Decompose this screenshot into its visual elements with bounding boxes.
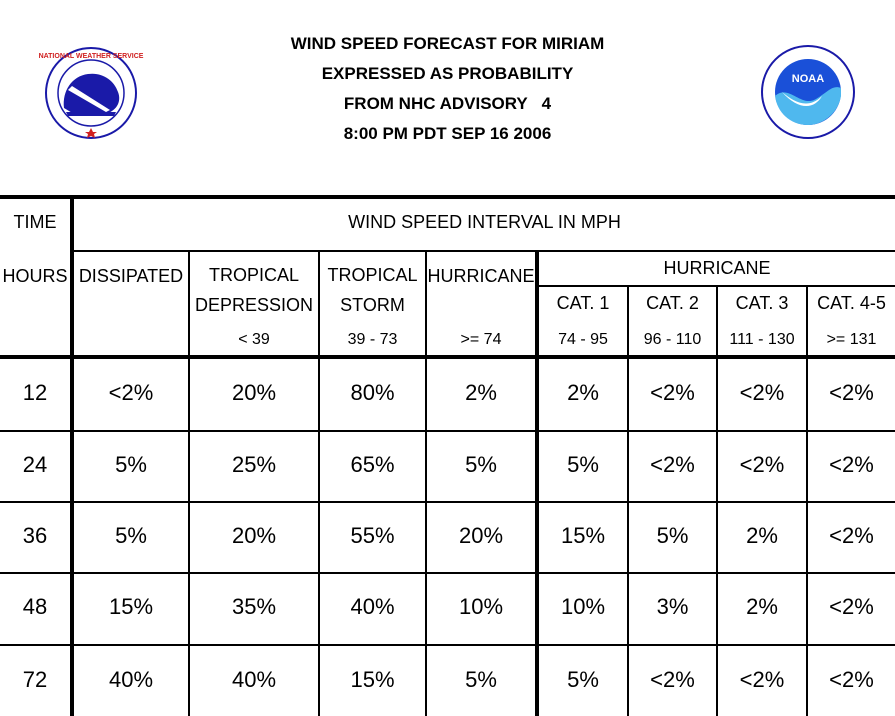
table-cell: 55%: [350, 523, 395, 548]
table-cell: 65%: [350, 452, 395, 477]
col-divider-cat3: [716, 286, 718, 716]
col-divider-ts: [318, 251, 320, 716]
table-cell: 12: [22, 380, 48, 405]
table-cell: 72: [22, 667, 48, 692]
table-cell: 5%: [656, 523, 689, 548]
table-cell: <2%: [650, 667, 695, 692]
table-cell: 25%: [231, 452, 277, 477]
ts-range: 39 - 73: [347, 331, 398, 348]
table-cell: <2%: [650, 452, 695, 477]
title-line-4: 8:00 PM PDT SEP 16 2006: [343, 124, 552, 143]
title-line-3: FROM NHC ADVISORY 4: [343, 94, 552, 113]
table-cell: 2%: [746, 523, 778, 548]
table-cell: 10%: [560, 594, 606, 619]
table-cell: <2%: [829, 523, 874, 548]
cat3-range: 111 - 130: [729, 331, 795, 348]
table-cell: 15%: [350, 667, 395, 692]
table-cell: 2%: [465, 380, 497, 405]
td-header-line1: TROPICAL: [208, 265, 300, 285]
ts-header-line2: STORM: [340, 295, 405, 315]
table-cell: 3%: [656, 594, 689, 619]
td-header-line2: DEPRESSION: [194, 295, 314, 315]
table-cell: 15%: [108, 594, 154, 619]
header: [0, 0, 895, 190]
row-divider-3: [0, 572, 895, 574]
td-range: < 39: [238, 331, 270, 348]
col-divider-cat1: [535, 251, 539, 716]
cat45-header: CAT. 4-5: [817, 293, 886, 313]
table-cell: 15%: [560, 523, 606, 548]
cat2-header: CAT. 2: [646, 293, 699, 313]
cat1-header: CAT. 1: [556, 293, 610, 313]
row-divider-4: [0, 644, 895, 646]
table-cell: 20%: [231, 523, 277, 548]
table-cell: 24: [22, 452, 48, 477]
table-cell: <2%: [739, 380, 785, 405]
hurricane-group-header: HURRICANE: [663, 258, 771, 278]
table-cell: 35%: [231, 594, 277, 619]
table-cell: 2%: [746, 594, 778, 619]
row-divider-2: [0, 501, 895, 503]
table-cell: 36: [22, 523, 48, 548]
cat2-range: 96 - 110: [643, 331, 702, 348]
table-cell: 20%: [458, 523, 504, 548]
header-bottom-border: [0, 355, 895, 359]
table-cell: 5%: [567, 667, 599, 692]
table-cell: 5%: [465, 452, 497, 477]
table-cell: <2%: [739, 667, 785, 692]
header-divider-1: [72, 250, 895, 252]
hours-header: HOURS: [2, 266, 68, 286]
ts-header-line1: TROPICAL: [327, 265, 418, 285]
row-divider-1: [0, 430, 895, 432]
col-divider-cat2: [627, 286, 629, 716]
dissipated-header: DISSIPATED: [78, 266, 184, 286]
cat3-header: CAT. 3: [735, 293, 789, 313]
table-cell: <2%: [829, 452, 874, 477]
interval-header: WIND SPEED INTERVAL IN MPH: [348, 212, 621, 232]
col-divider-hurr: [425, 251, 427, 716]
table-cell: 2%: [567, 380, 599, 405]
table-cell: <2%: [829, 594, 874, 619]
hurricane-header: HURRICANE: [427, 266, 535, 286]
cat1-range: 74 - 95: [558, 331, 608, 348]
noaa-logo-icon: [760, 44, 856, 140]
hurricane-range: >= 74: [460, 331, 502, 348]
table-cell: 20%: [231, 380, 277, 405]
table-cell: <2%: [829, 380, 874, 405]
time-header: TIME: [13, 212, 57, 232]
table-cell: 40%: [108, 667, 154, 692]
table-cell: 5%: [115, 523, 147, 548]
table-cell: 5%: [567, 452, 599, 477]
table-cell: 48: [22, 594, 48, 619]
table-top-border: [0, 195, 895, 199]
noaa-text: NOAA: [791, 73, 825, 85]
cat45-range: >= 131: [826, 331, 877, 348]
table-cell: <2%: [108, 380, 154, 405]
table-cell: <2%: [829, 667, 874, 692]
nws-ring-text: NATIONAL WEATHER SERVICE: [38, 53, 144, 60]
title-line-2: EXPRESSED AS PROBABILITY: [321, 64, 574, 83]
table-cell: <2%: [650, 380, 695, 405]
table-cell: <2%: [739, 452, 785, 477]
table-cell: 10%: [458, 594, 504, 619]
table-cell: 40%: [350, 594, 395, 619]
table-cell: 5%: [115, 452, 147, 477]
table-cell: 80%: [350, 380, 395, 405]
title-line-1: WIND SPEED FORECAST FOR MIRIAM: [290, 34, 605, 53]
table-cell: 40%: [231, 667, 277, 692]
col-divider-cat45: [806, 286, 808, 716]
table-cell: 5%: [465, 667, 497, 692]
col-divider-td: [188, 251, 190, 716]
